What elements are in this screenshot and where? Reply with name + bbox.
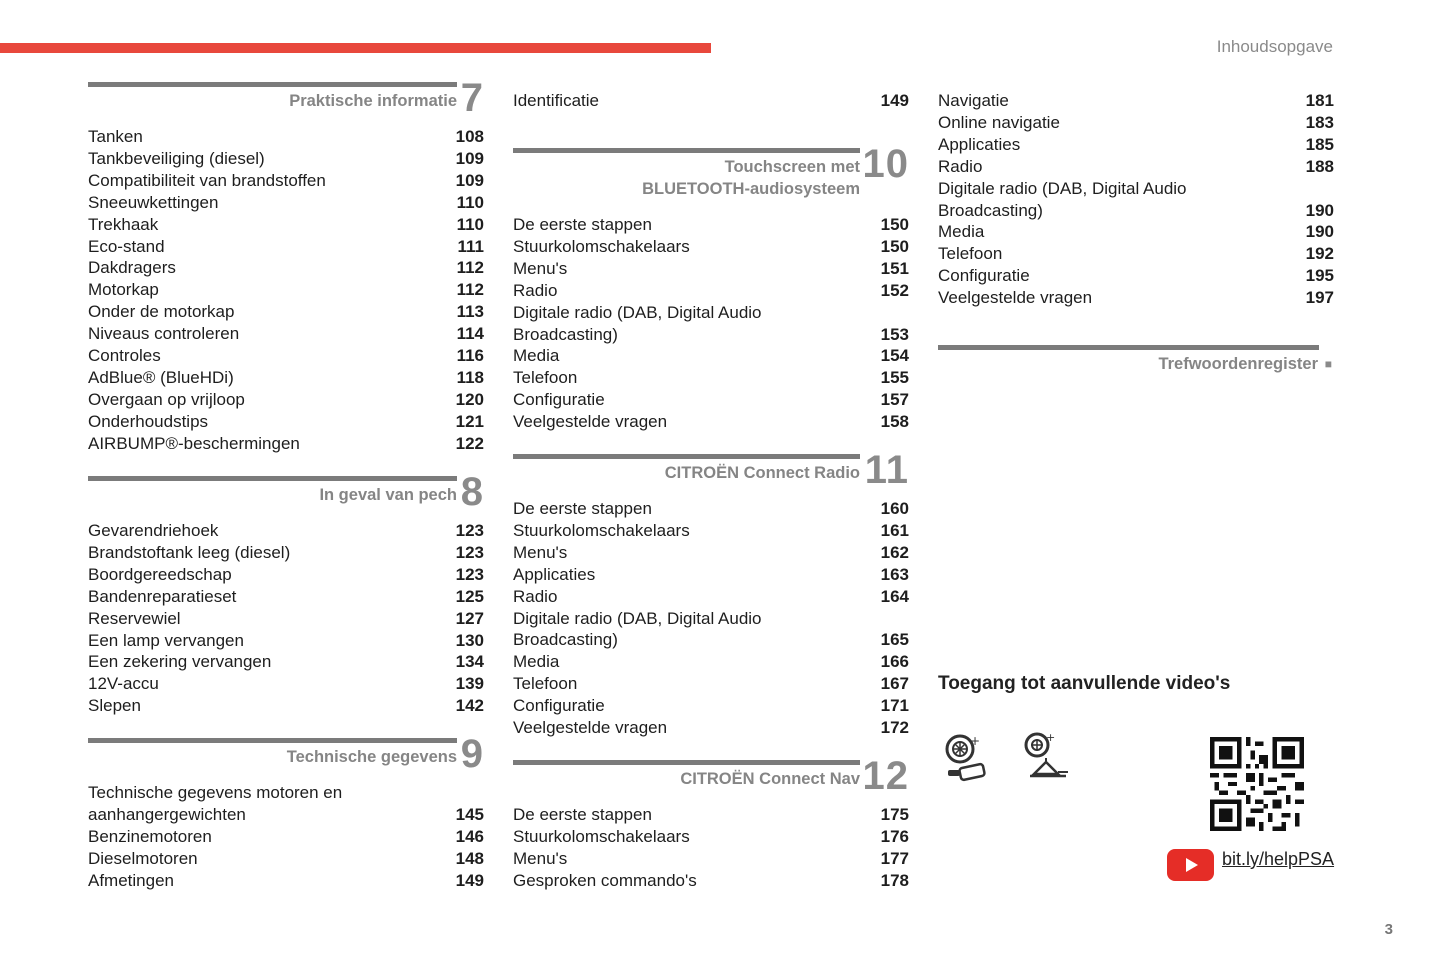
toc-entry[interactable] (513, 804, 909, 826)
toc-entry-title: Digitale radio (DAB, Digital Audio (938, 178, 1187, 198)
toc-entry[interactable] (513, 520, 909, 542)
toc-entry-page: 134 (455, 652, 484, 672)
toc-entry-page: 148 (455, 848, 484, 868)
toc-entry-title: Brandstoftank leeg (diesel) (88, 542, 291, 562)
toc-entry[interactable] (88, 695, 484, 717)
toc-entry-title: Telefoon (938, 244, 1003, 264)
toc-entry[interactable] (88, 170, 484, 192)
toc-entry-title: Controles (88, 346, 161, 366)
toc-entry-title: Gesproken commando's (513, 870, 697, 890)
video-section-title: Toegang tot aanvullende video's (938, 673, 1231, 694)
toc-entry-page: 164 (880, 586, 909, 606)
toc-entry-title: Identificatie (513, 91, 599, 110)
toc-entry-title: Overgaan op vrijloop (88, 389, 245, 409)
toc-entry-page: 113 (456, 302, 484, 322)
toc-entry[interactable] (938, 221, 1334, 243)
toc-entry-page: 183 (1305, 112, 1334, 132)
section-end-marker: ■ (1324, 357, 1332, 371)
svg-text:+: + (1046, 732, 1056, 744)
toc-entry[interactable] (88, 782, 484, 804)
section-index (938, 345, 1334, 389)
toc-entry[interactable] (88, 826, 484, 848)
toc-entry[interactable] (88, 651, 484, 673)
entry-list (88, 520, 484, 717)
toc-entry[interactable] (88, 301, 484, 323)
entry-list (88, 782, 484, 892)
toc-entry-title: Sneeuwkettingen (88, 192, 219, 212)
toc-entry-title: Onder de motorkap (88, 302, 235, 322)
toc-entry-page: 152 (880, 280, 909, 300)
entry-list (513, 804, 909, 892)
section-title (642, 156, 860, 200)
toc-entry-title: Broadcasting) (513, 630, 618, 650)
header-label: Inhoudsopgave (1216, 37, 1333, 56)
section-rule (938, 345, 1319, 350)
toc-entry[interactable] (513, 280, 909, 302)
toc-entry-page: 145 (455, 804, 484, 824)
section-title-line-1: Touchscreen met (724, 158, 860, 176)
toc-entry-page: 197 (1305, 288, 1334, 308)
toc-entry-title: Een lamp vervangen (88, 630, 244, 650)
toc-entry[interactable] (513, 498, 909, 520)
section-title: Technische gegevens (286, 748, 457, 766)
toc-entry[interactable] (88, 608, 484, 630)
entry-list (513, 498, 909, 739)
toc-entry-page: 185 (1305, 134, 1334, 154)
toc-entry-page: 160 (880, 499, 909, 518)
toc-entry-page: 149 (880, 91, 909, 110)
toc-entry-page: 109 (455, 148, 484, 168)
section-title[interactable]: Trefwoordenregister (1158, 355, 1318, 373)
toc-entry[interactable] (513, 345, 909, 367)
toc-entry-title: Niveaus controleren (88, 324, 240, 344)
section-8 (88, 470, 484, 717)
toc-entry-title: Tankbeveiliging (diesel) (88, 148, 265, 168)
help-video-link[interactable]: bit.ly/helpPSA (1222, 849, 1335, 869)
toc-entry-title: Tanken (88, 127, 143, 146)
toc-entry-page: 171 (880, 696, 909, 716)
entry-list (513, 90, 909, 112)
section-title: In geval van pech (319, 486, 457, 504)
toc-entry-title: Compatibiliteit van brandstoffen (88, 170, 326, 190)
section-number: 12 (862, 754, 909, 798)
section-10 (513, 142, 909, 433)
toc-entry-page: 110 (456, 214, 484, 234)
toc-entry-title: Dieselmotoren (88, 848, 198, 868)
toc-entry-page: 111 (457, 236, 484, 256)
toc-entry[interactable] (88, 870, 484, 892)
toc-entry-title: Stuurkolomschakelaars (513, 520, 690, 540)
toc-entry-title: Radio (513, 586, 558, 606)
spare-wheel-jack-icon[interactable] (1020, 732, 1072, 784)
toc-entry-title: Radio (513, 280, 558, 300)
toc-entry[interactable] (513, 302, 909, 324)
toc-entry-page: 190 (1305, 222, 1334, 242)
toc-entry-title: Bandenreparatieset (88, 586, 237, 606)
toc-entry-title: AdBlue® (BlueHDi) (88, 367, 234, 387)
toc-entry[interactable] (88, 279, 484, 301)
toc-entry-title: aanhangergewichten (88, 804, 246, 824)
toc-entry-title: Stuurkolomschakelaars (513, 236, 690, 256)
toc-entry[interactable] (88, 673, 484, 695)
section-rule (513, 760, 860, 765)
toc-entry-title: Veelgestelde vragen (513, 412, 668, 432)
toc-entry-title: De eerste stappen (513, 215, 652, 234)
toc-entry-page: 157 (880, 390, 909, 410)
section-title: Praktische informatie (289, 92, 457, 110)
toc-entry[interactable] (88, 804, 484, 826)
toc-entry[interactable] (938, 156, 1334, 178)
toc-entry[interactable] (938, 200, 1334, 222)
toc-entry-page: 158 (880, 412, 909, 432)
toc-entry-page: 161 (880, 520, 909, 540)
toc-entry-title: Eco-stand (88, 236, 165, 256)
toc-entry[interactable] (513, 542, 909, 564)
toc-entry-page: 109 (455, 170, 484, 190)
toc-entry[interactable] (88, 520, 484, 542)
toc-entry-page: 166 (880, 652, 909, 672)
toc-entry-page: 125 (455, 586, 484, 606)
toc-entry-page: 146 (455, 826, 484, 846)
toc-entry-title: Configuratie (513, 696, 605, 716)
toc-entry[interactable] (513, 717, 909, 739)
toc-entry-page: 154 (880, 346, 909, 366)
toc-entry[interactable] (88, 148, 484, 170)
toc-entry-title: Media (513, 652, 560, 672)
toc-entry[interactable] (513, 695, 909, 717)
toc-entry-page: 192 (1305, 244, 1334, 264)
toc-entry[interactable] (513, 258, 909, 280)
toc-entry-page: 112 (456, 280, 484, 300)
toc-entry-page: 149 (455, 870, 484, 890)
toc-entry-page: 177 (880, 848, 909, 868)
toc-entry-title: AIRBUMP®-beschermingen (88, 433, 300, 453)
toc-entry-title: Slepen (88, 696, 141, 716)
section-rule (88, 738, 457, 743)
toc-entry[interactable] (88, 323, 484, 345)
toc-entry[interactable] (938, 90, 1334, 112)
toc-entry-title: Reservewiel (88, 608, 181, 628)
toc-entry-title: Online navigatie (938, 112, 1060, 132)
section-rule (88, 476, 457, 481)
toc-entry-page: 172 (880, 718, 909, 738)
toc-entry-title: Media (513, 346, 560, 366)
toc-entry-page: 150 (880, 236, 909, 256)
toc-entry-page: 116 (456, 346, 484, 366)
toc-entry-page: 165 (880, 630, 909, 650)
toc-entry-title: Broadcasting) (938, 200, 1043, 220)
youtube-icon[interactable] (1167, 849, 1214, 881)
section-number: 11 (864, 448, 909, 492)
toc-entry-page: 163 (880, 564, 909, 584)
entry-list (513, 214, 909, 433)
section-title: CITROËN Connect Radio (664, 464, 860, 482)
toc-entry-page: 151 (880, 258, 909, 278)
toc-entry-title: Telefoon (513, 674, 578, 694)
toc-entry-title: Een zekering vervangen (88, 652, 272, 672)
toc-entry[interactable] (513, 389, 909, 411)
toc-entry-title: Menu's (513, 848, 568, 868)
section-title-line-2: BLUETOOTH-audiosysteem (642, 180, 860, 198)
toc-entry-title: Veelgestelde vragen (513, 718, 668, 738)
toc-entry[interactable] (513, 608, 909, 630)
toc-entry[interactable] (938, 287, 1334, 309)
toc-entry-title: Digitale radio (DAB, Digital Audio (513, 302, 762, 322)
toc-entry-title: De eerste stappen (513, 499, 652, 518)
section-rule (88, 82, 457, 87)
entry-list (938, 90, 1334, 309)
toc-entry[interactable] (88, 257, 484, 279)
toc-entry[interactable] (513, 214, 909, 236)
toc-entry[interactable] (88, 214, 484, 236)
toc-entry-title: Media (938, 222, 985, 242)
toc-entry-page: 110 (456, 192, 484, 212)
toc-entry[interactable] (88, 345, 484, 367)
toc-entry-page: 112 (456, 258, 484, 278)
toc-entry[interactable] (513, 848, 909, 870)
toc-entry[interactable] (938, 178, 1334, 200)
toc-entry-title: Stuurkolomschakelaars (513, 826, 690, 846)
toc-entry[interactable] (88, 389, 484, 411)
toc-entry[interactable] (88, 411, 484, 433)
toc-entry-page: 155 (880, 368, 909, 388)
toc-entry-page: 118 (456, 367, 484, 387)
toc-entry-title: Navigatie (938, 91, 1009, 110)
toc-entry-title: Onderhoudstips (88, 411, 209, 431)
toc-entry[interactable] (513, 90, 909, 112)
toc-entry[interactable] (88, 433, 484, 455)
toc-entry[interactable] (938, 112, 1334, 134)
toc-entry-page: 167 (880, 674, 909, 694)
section-identificatie (513, 90, 909, 112)
toc-entry-page: 142 (455, 696, 484, 716)
section-12 (513, 754, 909, 892)
toc-entry[interactable] (513, 586, 909, 608)
toc-entry-title: Dakdragers (88, 258, 176, 278)
toc-entry-title: Telefoon (513, 368, 578, 388)
section-number: 10 (862, 142, 909, 186)
toc-entry[interactable] (88, 630, 484, 652)
toc-entry-title: Menu's (513, 542, 568, 562)
toc-entry-page: 123 (455, 564, 484, 584)
toc-entry[interactable] (88, 564, 484, 586)
section-7 (88, 76, 484, 455)
toc-entry-page: 127 (455, 608, 484, 628)
section-number: 8 (460, 470, 484, 514)
section-title: CITROËN Connect Nav (680, 770, 860, 788)
section-number: 7 (460, 76, 484, 120)
toc-entry[interactable] (513, 411, 909, 433)
toc-entry[interactable] (88, 367, 484, 389)
toc-entry-page: 150 (880, 215, 909, 234)
toc-entry[interactable] (938, 134, 1334, 156)
toc-entry-page: 195 (1305, 266, 1334, 286)
entry-list (88, 126, 484, 455)
toc-entry-title: Benzinemotoren (88, 826, 212, 846)
toc-entry-title: Trekhaak (88, 214, 159, 234)
toc-entry-title: Motorkap (88, 280, 159, 300)
toc-entry[interactable] (88, 586, 484, 608)
toc-entry-page: 181 (1305, 91, 1334, 110)
toc-entry-page: 123 (455, 542, 484, 562)
toc-entry-page: 120 (455, 389, 484, 409)
toc-entry[interactable] (513, 236, 909, 258)
toc-entry-title: Gevarendriehoek (88, 521, 219, 540)
header-accent-bar (0, 43, 711, 53)
section-rule (513, 454, 860, 459)
section-rule (513, 148, 860, 153)
page-number: 3 (1384, 921, 1393, 938)
toc-entry-title: Technische gegevens motoren en (88, 783, 343, 802)
toc-entry[interactable] (88, 126, 484, 148)
toc-entry[interactable] (513, 651, 909, 673)
toc-entry[interactable] (88, 192, 484, 214)
toc-entry-page: 123 (455, 521, 484, 540)
toc-entry-page: 190 (1305, 200, 1334, 220)
toc-entry-title: 12V-accu (88, 674, 159, 694)
toc-entry-title: Veelgestelde vragen (938, 288, 1093, 308)
toc-entry-title: Configuratie (513, 390, 605, 410)
toc-entry-page: 130 (455, 630, 484, 650)
toc-entry[interactable] (513, 673, 909, 695)
toc-entry[interactable] (88, 848, 484, 870)
toc-entry-page: 162 (880, 542, 909, 562)
toc-entry[interactable] (88, 542, 484, 564)
toc-entry-page: 188 (1305, 156, 1334, 176)
toc-entry-title: Digitale radio (DAB, Digital Audio (513, 608, 762, 628)
toc-entry[interactable] (938, 243, 1334, 265)
section-navigation (938, 90, 1334, 309)
toc-entry[interactable] (513, 367, 909, 389)
toc-entry-page: 178 (880, 870, 909, 890)
toc-entry-title: Configuratie (938, 266, 1030, 286)
toc-entry[interactable] (513, 826, 909, 848)
toc-entry-page: 122 (455, 433, 484, 453)
toc-entry[interactable] (938, 265, 1334, 287)
toc-entry-page: 176 (880, 826, 909, 846)
toc-entry-page: 175 (880, 805, 909, 824)
toc-entry-page: 153 (880, 324, 909, 344)
toc-entry[interactable] (513, 564, 909, 586)
toc-entry[interactable] (88, 236, 484, 258)
section-9 (88, 732, 484, 892)
toc-entry-title: Radio (938, 156, 983, 176)
toc-entry-title: Applicaties (513, 564, 596, 584)
tyre-repair-kit-icon[interactable] (940, 732, 992, 784)
toc-entry[interactable] (513, 324, 909, 346)
toc-entry-page: 114 (456, 324, 484, 344)
toc-entry[interactable] (513, 629, 909, 651)
section-11 (513, 448, 909, 739)
toc-entry-title: Applicaties (938, 134, 1021, 154)
toc-entry-page: 139 (455, 674, 484, 694)
toc-entry-title: Broadcasting) (513, 324, 618, 344)
svg-text:+: + (970, 734, 981, 748)
toc-entry-title: Menu's (513, 258, 568, 278)
qr-code-icon[interactable] (1210, 737, 1304, 831)
toc-entry-title: Afmetingen (88, 870, 174, 890)
toc-entry-title: De eerste stappen (513, 805, 652, 824)
toc-entry-title: Boordgereedschap (88, 564, 232, 584)
toc-entry-page: 121 (455, 411, 484, 431)
section-number: 9 (460, 732, 484, 776)
toc-entry[interactable] (513, 870, 909, 892)
toc-entry-page: 108 (455, 127, 484, 146)
